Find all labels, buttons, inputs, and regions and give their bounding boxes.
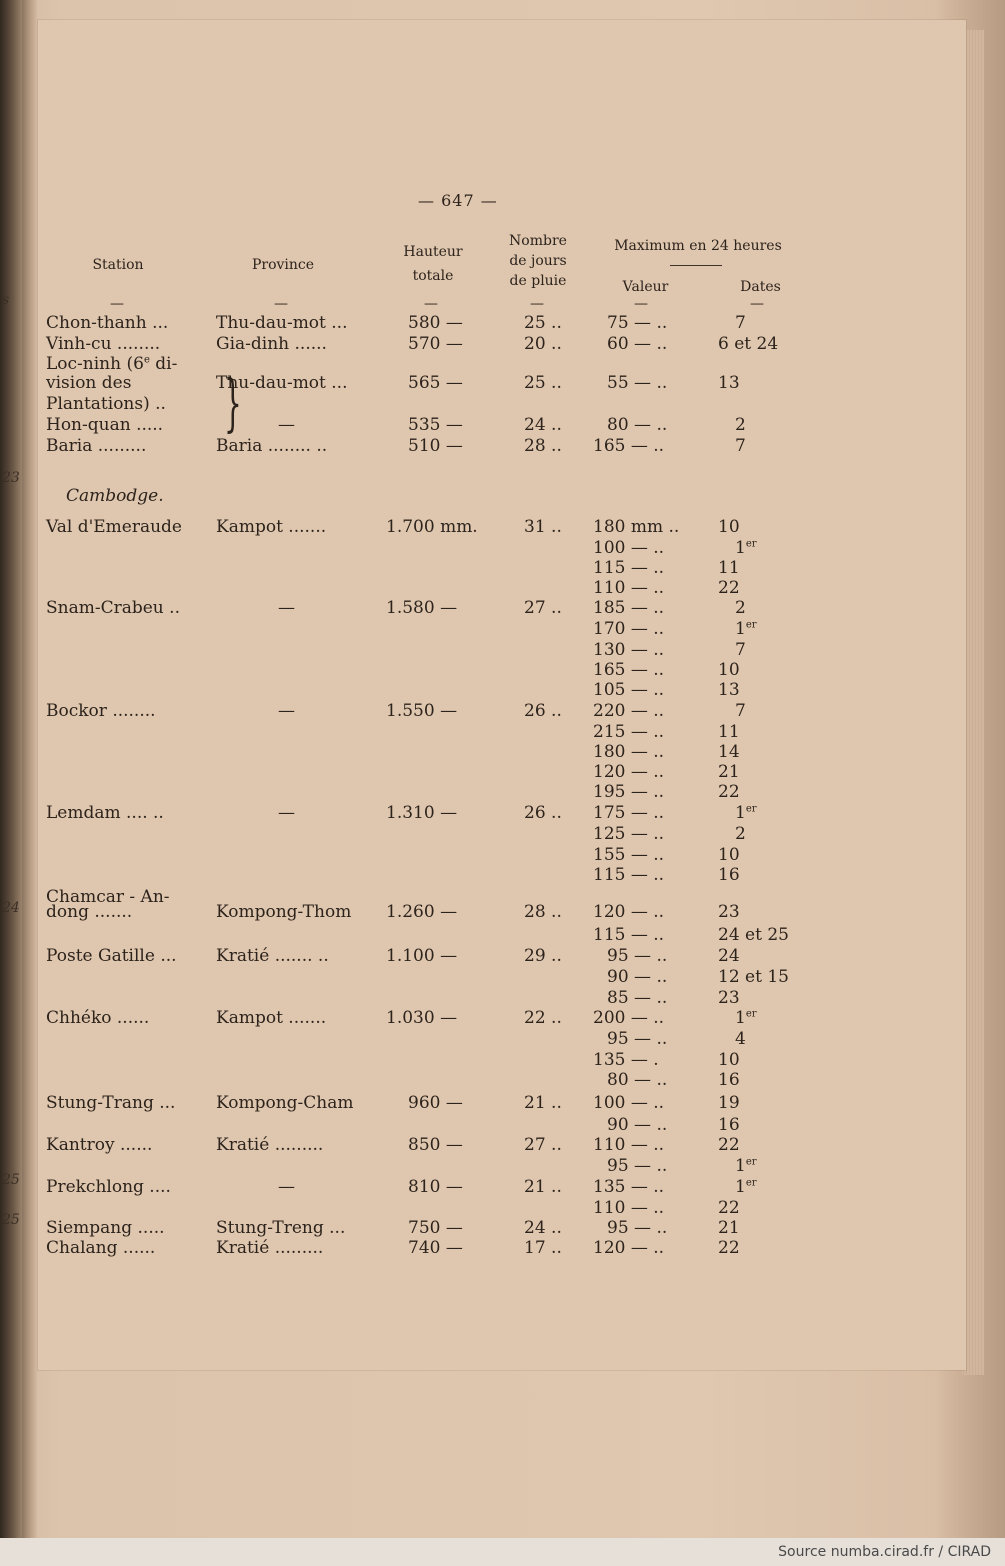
header-hauteur-2: totale xyxy=(412,268,454,284)
cell-province: Kratié ......... xyxy=(216,1135,324,1155)
header-station: Station xyxy=(92,257,144,273)
cell-station: Prekchlong .... xyxy=(46,1177,171,1197)
cell-dates: 11 xyxy=(718,722,740,742)
header-nombre-1: Nombre xyxy=(509,233,567,249)
cell-valeur: 90 — .. xyxy=(607,967,668,987)
cell-dates: 1er xyxy=(735,1156,757,1176)
cell-jours: 31 .. xyxy=(524,517,562,537)
cell-dates: 4 xyxy=(735,1029,746,1049)
cell-jours: 29 .. xyxy=(524,946,562,966)
cell-province: — xyxy=(278,598,295,618)
cell-dates: 16 xyxy=(718,1115,740,1135)
cell-hauteur: 1.260 — xyxy=(386,902,458,922)
cell-hauteur: 510 — xyxy=(408,436,463,456)
cell-province: Thu-dau-mot ... xyxy=(216,373,348,393)
cell-station: Vinh-cu ........ xyxy=(46,334,161,354)
cell-valeur: 100 — .. xyxy=(593,538,665,558)
cell-dates: 24 et 25 xyxy=(718,925,789,945)
cell-province: — xyxy=(278,1177,295,1197)
header-dash: — xyxy=(110,296,124,312)
cell-station: Hon-quan ..... xyxy=(46,415,164,435)
cell-dates: 24 xyxy=(718,946,740,966)
header-dash: — xyxy=(274,296,288,312)
header-nombre-3: de pluie xyxy=(509,273,567,289)
cell-dates: 21 xyxy=(718,1218,740,1238)
cell-dates: 16 xyxy=(718,1070,740,1090)
cell-valeur: 170 — .. xyxy=(593,619,665,639)
cell-jours: 21 .. xyxy=(524,1093,562,1113)
cell-valeur: 60 — .. xyxy=(607,334,668,354)
cell-dates: 10 xyxy=(718,517,740,537)
cell-hauteur: 1.550 — xyxy=(386,701,458,721)
cell-valeur: 115 — .. xyxy=(593,558,665,578)
cell-dates: 23 xyxy=(718,902,740,922)
cell-dates: 22 xyxy=(718,782,740,802)
cell-province: Gia-dinh ...... xyxy=(216,334,327,354)
cell-station: Siempang ..... xyxy=(46,1218,165,1238)
cell-valeur: 110 — .. xyxy=(593,1198,665,1218)
cell-jours: 24 .. xyxy=(524,415,562,435)
cell-province: Kratié ....... .. xyxy=(216,946,329,966)
cell-station: Baria ......... xyxy=(46,436,147,456)
cell-dates: 1er xyxy=(735,619,757,639)
cell-dates: 16 xyxy=(718,865,740,885)
cell-valeur: 135 — . xyxy=(593,1050,659,1070)
grouping-brace: } xyxy=(224,366,242,439)
cell-valeur: 115 — .. xyxy=(593,925,665,945)
cell-dates: 7 xyxy=(735,701,746,721)
cell-hauteur: 580 — xyxy=(408,313,463,333)
cell-dates: 2 xyxy=(735,415,746,435)
header-dash: — xyxy=(634,296,648,312)
cell-hauteur: 1.580 — xyxy=(386,598,458,618)
cell-jours: 26 .. xyxy=(524,803,562,823)
cell-valeur: 180 — .. xyxy=(593,742,665,762)
cell-dates: 22 xyxy=(718,1238,740,1258)
page-number: — 647 — xyxy=(418,191,498,210)
cell-station: Chhéko ...... xyxy=(46,1008,150,1028)
header-dash: — xyxy=(424,296,438,312)
cell-dates: 19 xyxy=(718,1093,740,1113)
cell-dates: 7 xyxy=(735,436,746,456)
cell-province: — xyxy=(278,803,295,823)
cell-hauteur: 960 — xyxy=(408,1093,463,1113)
cell-valeur: 95 — .. xyxy=(607,1029,668,1049)
cell-valeur: 115 — .. xyxy=(593,865,665,885)
cell-jours: 25 .. xyxy=(524,373,562,393)
cell-hauteur: 570 — xyxy=(408,334,463,354)
cell-valeur: 165 — .. xyxy=(593,660,665,680)
cell-valeur: 165 — .. xyxy=(593,436,665,456)
cell-valeur: 100 — .. xyxy=(593,1093,665,1113)
cell-province: Thu-dau-mot ... xyxy=(216,313,348,333)
cell-dates: 14 xyxy=(718,742,740,762)
cell-dates: 2 xyxy=(735,598,746,618)
cell-province: — xyxy=(278,415,295,435)
cell-valeur: 120 — .. xyxy=(593,1238,665,1258)
cell-valeur: 180 mm .. xyxy=(593,517,680,537)
cell-dates: 10 xyxy=(718,660,740,680)
cell-valeur: 125 — .. xyxy=(593,824,665,844)
cell-province: Kompong-Thom xyxy=(216,902,352,922)
cell-valeur: 95 — .. xyxy=(607,946,668,966)
cell-station: dong ....... xyxy=(46,902,133,922)
cell-valeur: 220 — .. xyxy=(593,701,665,721)
header-dash: — xyxy=(750,296,764,312)
cell-dates: 1er xyxy=(735,538,757,558)
cell-province: Kampot ....... xyxy=(216,1008,327,1028)
cell-jours: 21 .. xyxy=(524,1177,562,1197)
cell-dates: 21 xyxy=(718,762,740,782)
cell-valeur: 90 — .. xyxy=(607,1115,668,1135)
margin-mark: 24 xyxy=(2,900,20,916)
cell-province: Stung-Treng ... xyxy=(216,1218,346,1238)
header-nombre-2: de jours xyxy=(509,253,567,269)
cell-dates: 12 et 15 xyxy=(718,967,789,987)
cell-valeur: 75 — .. xyxy=(607,313,668,333)
cell-valeur: 120 — .. xyxy=(593,902,665,922)
cell-valeur: 95 — .. xyxy=(607,1218,668,1238)
cell-valeur: 185 — .. xyxy=(593,598,665,618)
source-footer: Source numba.cirad.fr / CIRAD xyxy=(778,1544,991,1560)
cell-province: Baria ........ .. xyxy=(216,436,328,456)
margin-mark: 25 xyxy=(2,1212,20,1228)
margin-mark: 23 xyxy=(2,470,20,486)
cell-valeur: 130 — .. xyxy=(593,640,665,660)
cell-dates: 22 xyxy=(718,578,740,598)
cell-valeur: 155 — .. xyxy=(593,845,665,865)
cell-valeur: 175 — .. xyxy=(593,803,665,823)
cell-hauteur: 1.700 mm. xyxy=(386,517,478,537)
previous-page-edge xyxy=(0,0,22,1538)
cell-valeur: 85 — .. xyxy=(607,988,668,1008)
cell-station: Kantroy ...... xyxy=(46,1135,153,1155)
cell-dates: 22 xyxy=(718,1198,740,1218)
cell-dates: 1er xyxy=(735,1008,757,1028)
header-valeur: Valeur xyxy=(622,279,669,295)
cell-jours: 25 .. xyxy=(524,313,562,333)
cell-dates: 13 xyxy=(718,680,740,700)
cell-valeur: 120 — .. xyxy=(593,762,665,782)
cell-station: Snam-Crabeu .. xyxy=(46,598,180,618)
cell-jours: 27 .. xyxy=(524,1135,562,1155)
cell-dates: 7 xyxy=(735,640,746,660)
cell-valeur: 95 — .. xyxy=(607,1156,668,1176)
cell-valeur: 215 — .. xyxy=(593,722,665,742)
cell-dates: 2 xyxy=(735,824,746,844)
cell-hauteur: 535 — xyxy=(408,415,463,435)
cell-dates: 7 xyxy=(735,313,746,333)
cell-valeur: 135 — .. xyxy=(593,1177,665,1197)
header-province: Province xyxy=(251,257,315,273)
cell-province: Kratié ......... xyxy=(216,1238,324,1258)
cell-dates: 13 xyxy=(718,373,740,393)
cell-hauteur: 810 — xyxy=(408,1177,463,1197)
margin-mark: 25 xyxy=(2,1172,20,1188)
cell-jours: 20 .. xyxy=(524,334,562,354)
cell-valeur: 105 — .. xyxy=(593,680,665,700)
cell-hauteur: 740 — xyxy=(408,1238,463,1258)
cell-valeur: 110 — .. xyxy=(593,578,665,598)
header-dash: — xyxy=(530,296,544,312)
header-maximum: Maximum en 24 heures xyxy=(614,238,782,254)
cell-station: Plantations) .. xyxy=(46,394,166,414)
cell-valeur: 195 — .. xyxy=(593,782,665,802)
cell-dates: 1er xyxy=(735,803,757,823)
cell-station: vision des xyxy=(46,373,132,393)
cell-jours: 26 .. xyxy=(524,701,562,721)
cell-hauteur: 1.030 — xyxy=(386,1008,458,1028)
cell-province: Kampot ....... xyxy=(216,517,327,537)
cell-valeur: 110 — .. xyxy=(593,1135,665,1155)
cell-province: — xyxy=(278,701,295,721)
cell-dates: 23 xyxy=(718,988,740,1008)
cell-hauteur: 1.310 — xyxy=(386,803,458,823)
section-heading-cambodge: Cambodge. xyxy=(66,486,164,506)
cell-dates: 6 et 24 xyxy=(718,334,779,354)
document-page xyxy=(38,20,966,1370)
cell-valeur: 80 — .. xyxy=(607,1070,668,1090)
header-dates: Dates xyxy=(740,279,781,295)
cell-jours: 27 .. xyxy=(524,598,562,618)
cell-hauteur: 565 — xyxy=(408,373,463,393)
cell-station: Loc-ninh (6e di- xyxy=(46,354,178,374)
margin-mark: s xyxy=(2,292,10,308)
cell-station: Poste Gatille ... xyxy=(46,946,177,966)
cell-station: Val d'Emeraude xyxy=(46,517,182,537)
cell-valeur: 80 — .. xyxy=(607,415,668,435)
cell-jours: 28 .. xyxy=(524,902,562,922)
cell-hauteur: 1.100 — xyxy=(386,946,458,966)
cell-valeur: 200 — .. xyxy=(593,1008,665,1028)
cell-station: Chalang ...... xyxy=(46,1238,156,1258)
cell-station: Chon-thanh ... xyxy=(46,313,169,333)
cell-station: Chamcar - An- xyxy=(46,887,170,907)
cell-dates: 1er xyxy=(735,1177,757,1197)
header-rule xyxy=(670,265,722,266)
cell-jours: 28 .. xyxy=(524,436,562,456)
header-hauteur-1: Hauteur xyxy=(403,244,463,260)
cell-province: Kompong-Cham xyxy=(216,1093,354,1113)
cell-jours: 22 .. xyxy=(524,1008,562,1028)
cell-station: Stung-Trang ... xyxy=(46,1093,176,1113)
cell-station: Bockor ........ xyxy=(46,701,156,721)
cell-jours: 24 .. xyxy=(524,1218,562,1238)
cell-station: Lemdam .... .. xyxy=(46,803,164,823)
cell-valeur: 55 — .. xyxy=(607,373,668,393)
cell-hauteur: 850 — xyxy=(408,1135,463,1155)
cell-hauteur: 750 — xyxy=(408,1218,463,1238)
cell-dates: 10 xyxy=(718,845,740,865)
cell-dates: 11 xyxy=(718,558,740,578)
cell-jours: 17 .. xyxy=(524,1238,562,1258)
cell-dates: 22 xyxy=(718,1135,740,1155)
cell-dates: 10 xyxy=(718,1050,740,1070)
